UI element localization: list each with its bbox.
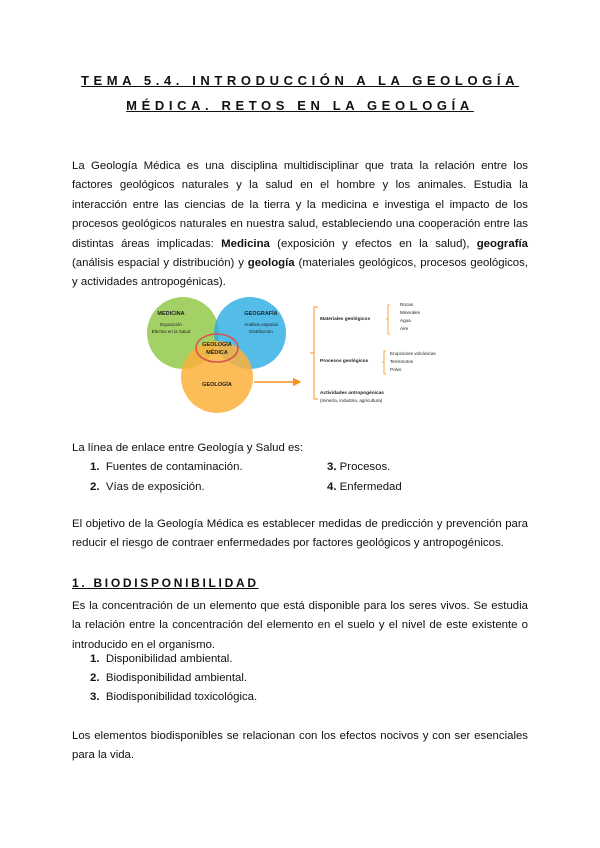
list-number: 3. bbox=[90, 691, 100, 703]
main-brace bbox=[310, 307, 318, 399]
venn-geografia-title: GEOGRAFÍA bbox=[244, 311, 278, 317]
procesos-brace bbox=[382, 351, 386, 374]
venn-medicina-title: MEDICINA bbox=[157, 311, 185, 317]
list-item bbox=[90, 653, 232, 665]
page-title-line-1: TEMA 5.4. INTRODUCCIÓN A LA GEOLOGÍA bbox=[80, 73, 520, 88]
venn-geologia-title: GEOLOGÍA bbox=[202, 382, 232, 388]
list-item bbox=[90, 481, 205, 493]
materiales-item-2: Agua bbox=[400, 318, 411, 323]
venn-center-l1: GEOLOGÍA bbox=[202, 342, 232, 348]
branch-actividades-sub: (minería, industria, agricultura) bbox=[320, 398, 383, 403]
list-text: Biodisponibilidad ambiental. bbox=[105, 672, 248, 684]
list-text: Procesos. bbox=[339, 461, 391, 473]
list-item bbox=[90, 672, 247, 684]
list-item bbox=[327, 481, 402, 493]
materiales-item-0: Rocas bbox=[400, 302, 414, 307]
procesos-item-1: Terremotos bbox=[390, 359, 413, 364]
list-text: Disponibilidad ambiental. bbox=[105, 653, 233, 665]
list-number: 3. bbox=[327, 461, 337, 473]
list-text: Fuentes de contaminación. bbox=[105, 461, 243, 473]
materiales-item-3: Aire bbox=[400, 326, 409, 331]
branch-actividades-label: Actividades antropogénicas bbox=[320, 391, 384, 396]
list-text: Biodisponibilidad toxicológica. bbox=[105, 691, 258, 703]
venn-geografia-l1: Análisis espacial bbox=[244, 322, 278, 327]
procesos-item-2: Polvo bbox=[390, 367, 402, 372]
intro-bold-geologia: geología bbox=[247, 257, 295, 270]
intro-bold-medicina: Medicina bbox=[221, 237, 270, 250]
venn-medicina-l2: Efectos en la Salud bbox=[151, 329, 191, 334]
branch-materiales-label: Materiales geológicos bbox=[320, 317, 371, 322]
branch-procesos-label: Procesos geológicos bbox=[320, 359, 369, 364]
materiales-brace bbox=[386, 305, 390, 334]
intro-text-4: (materiales geológicos, procesos geológicos, y actividades antropogénicas). bbox=[72, 257, 528, 289]
list-item bbox=[90, 461, 243, 473]
procesos-item-0: Erupciones volcánicas bbox=[390, 351, 436, 356]
list-number: 1. bbox=[90, 653, 100, 665]
list-text: Vías de exposición. bbox=[105, 481, 205, 493]
closing-paragraph: Los elementos biodisponibles se relacionan con los efectos nocivos y con ser esenciales para la vida. bbox=[72, 730, 528, 762]
list-number: 2. bbox=[90, 672, 100, 684]
intro-bold-geografia: geografía bbox=[476, 237, 528, 250]
list-item bbox=[90, 691, 257, 703]
objective-paragraph: El objetivo de la Geología Médica es establecer medidas de predicción y prevención para reducir el riesgo de contraer enfermedades por factores geológicos y antropogénicos. bbox=[72, 518, 528, 550]
intro-text-3: (análisis espacial y distribución) y bbox=[72, 257, 248, 270]
list-number: 1. bbox=[90, 461, 100, 473]
section-heading: 1. BIODISPONIBILIDAD bbox=[72, 576, 259, 590]
venn-geografia-l2: Distribución bbox=[249, 329, 273, 334]
list-text: Enfermedad bbox=[339, 481, 402, 493]
intro-text-1: La Geología Médica es una disciplina multidisciplinar que trata la relación entre los factores geológicos naturales y la salud en el hombre y los animales. Estudia la interacción entre las ciencias de la tierra y la medicina e investiga el impacto de los procesos geológicos naturales en nuestra salud, estableciendo una cooperación entre las distintas áreas implicadas: bbox=[72, 160, 528, 250]
section1-paragraph: Es la concentración de un elemento que está disponible para los seres vivos. Se estudia la relación entre la concentración del elemento en el suelo y el nivel de este existente o introducido en el organismo. bbox=[72, 600, 528, 651]
list-number: 4. bbox=[327, 481, 337, 493]
venn-diagram bbox=[140, 296, 470, 414]
intro-paragraph bbox=[72, 157, 528, 293]
intro-text-2: (exposición y efectos en la salud), bbox=[269, 237, 477, 250]
page-title-line-2: MÉDICA. RETOS EN LA GEOLOGÍA bbox=[126, 98, 474, 113]
link-intro: La línea de enlace entre Geología y Salud es: bbox=[72, 442, 304, 454]
venn-medicina-l1: Exposición bbox=[160, 322, 182, 327]
venn-center-l2: MÉDICA bbox=[206, 350, 228, 356]
materiales-item-1: Minerales bbox=[400, 310, 420, 315]
list-item bbox=[327, 461, 390, 473]
list-number: 2. bbox=[90, 481, 100, 493]
